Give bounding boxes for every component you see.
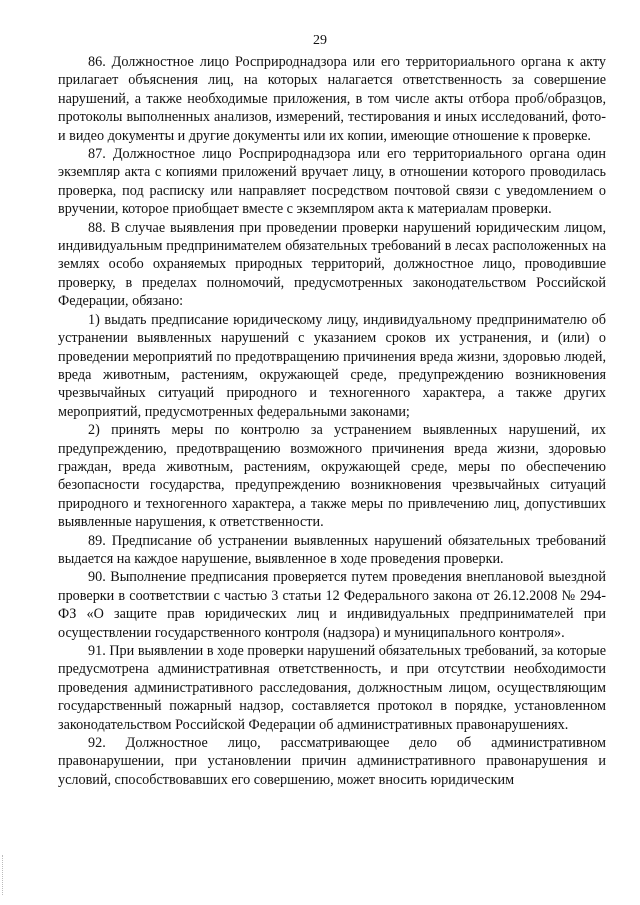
paragraph-86: 86. Должностное лицо Росприроднадзора или его территориального органа к акту прилагает объяснения лиц, на которых налагается ответственность за совершение нарушений, а также необходимые приложения, в том числе акты отбора проб/образцов, протоколы выполненных анализов, измерений, тестирования и иных исследований, фото- и видео документы и другие документы или их копии, имеющие отношение к проверке. — [58, 54, 606, 144]
paragraph-92: 92. Должностное лицо, рассматривающее дело об административном правонарушении, при установлении причин административного правонарушения и условий, способствовавших его совершению, может вносить юридическим — [58, 735, 606, 788]
paragraph-91: 91. При выявлении в ходе проверки нарушений обязательных требований, за которые предусмотрена административная ответственность, и при отсутствии необходимости проведения административного расследования, должностным лицом, осуществляющим государственный пожарный надзор, составляется протокол в порядке, установленном законодательством Российской Федерации об административных правонарушениях. — [58, 643, 606, 733]
paragraph-87: 87. Должностное лицо Росприроднадзора или его территориального органа один экземпляр акта с копиями приложений вручает лицу, в отношении которого проводилась проверка, под расписку или направляет посредством почтовой связи с уведомлением о вручении, которое приобщает вместе с экземпляром акта к материалам проверки. — [58, 146, 606, 218]
paragraph-89: 89. Предписание об устранении выявленных нарушений обязательных требований выдается на каждое нарушение, выявленное в ходе проведения проверки. — [58, 532, 606, 567]
document-body — [58, 53, 606, 789]
paragraph-88: 88. В случае выявления при проведении проверки нарушений юридическим лицом, индивидуальным предпринимателем обязательных требований в лесах расположенных на землях особо охраняемых природных территорий, должностное лицо, проводившие проверку, в пределах полномочий, предусмотренных законодательством Российской Федерации, обязано: — [58, 219, 606, 310]
paragraph-88-item-1: 1) выдать предписание юридическому лицу, индивидуальному предпринимателю об устранении выявленных нарушений с указанием сроков их устранения, и (или) о проведении мероприятий по предотвращению причинения вреда жизни, здоровью людей, вреда животным, растениям, окружающей среде, предупреждению возникновения чрезвычайных ситуаций природного и техногенного характера, а также других мероприятий, предусмотренных федеральными законами; — [58, 311, 606, 420]
page-number: 29 — [313, 33, 327, 48]
scan-edge-marks — [2, 855, 5, 895]
paragraph-88-item-2: 2) принять меры по контролю за устранением выявленных нарушений, их предупреждению, предотвращению возможного причинения вреда жизни, здоровью граждан, вреда животным, растениям, окружающей среде, меры по обеспечению безопасности государства, предупреждению возникновения чрезвычайных ситуаций природного и техногенного характера, а также меры по привлечению лиц, допустивших выявленные нарушения, к ответственности. — [58, 422, 606, 531]
paragraph-90: 90. Выполнение предписания проверяется путем проведения внеплановой выездной проверки в соответствии с частью 3 статьи 12 Федерального закона от 26.12.2008 № 294-ФЗ «О защите прав юридических лиц и индивидуальных предпринимателей при осуществлении государственного контроля (надзора) и муниципального контроля». — [58, 569, 606, 641]
